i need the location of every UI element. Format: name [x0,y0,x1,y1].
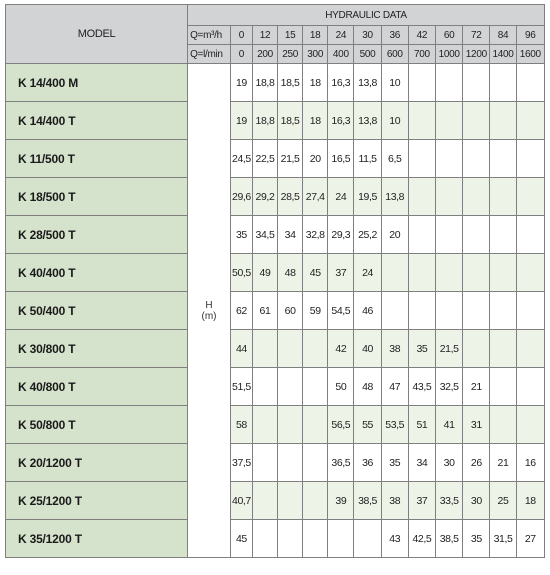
head-value-cell [516,216,544,254]
head-value-cell [278,330,303,368]
head-value-cell: 20 [381,216,408,254]
head-value-cell: 29,3 [328,216,354,254]
head-value-cell: 60 [278,292,303,330]
head-value-cell [516,64,544,102]
head-value-cell: 59 [303,292,328,330]
head-value-cell: 11,5 [354,140,381,178]
head-value-cell: 24 [328,178,354,216]
flow-m3h-cell: 0 [230,26,252,45]
flow-m3h-cell: 60 [436,26,463,45]
model-name: K 50/800 T [6,406,188,444]
head-value-cell [463,140,490,178]
head-value-cell: 53,5 [381,406,408,444]
head-value-cell: 50,5 [230,254,252,292]
head-value-cell: 31 [463,406,490,444]
head-value-cell: 34 [408,444,435,482]
head-value-cell: 62 [230,292,252,330]
head-value-cell: 19,5 [354,178,381,216]
head-value-cell [408,102,435,140]
head-value-cell: 40,7 [230,482,252,520]
head-value-cell: 19 [230,102,252,140]
head-value-cell [252,482,277,520]
head-value-cell [516,140,544,178]
head-value-cell: 18 [303,102,328,140]
head-value-cell: 18,8 [252,102,277,140]
model-name: K 40/400 T [6,254,188,292]
head-value-cell: 34 [278,216,303,254]
flow-m3h-cell: 96 [516,26,544,45]
head-value-cell [303,520,328,558]
head-value-cell: 22,5 [252,140,277,178]
head-value-cell: 56,5 [328,406,354,444]
head-value-cell: 16 [516,444,544,482]
head-value-cell: 18,8 [252,64,277,102]
head-value-cell [516,292,544,330]
flow-lmin-cell: 500 [354,45,381,64]
head-value-cell: 48 [278,254,303,292]
head-value-cell: 41 [436,406,463,444]
head-value-cell: 13,8 [354,102,381,140]
model-name: K 25/1200 T [6,482,188,520]
head-value-cell [490,368,516,406]
table-row [6,330,545,368]
head-value-cell: 40 [354,330,381,368]
head-value-cell [408,216,435,254]
head-value-cell [252,406,277,444]
head-value-cell [490,292,516,330]
head-value-cell [490,406,516,444]
head-value-cell [516,406,544,444]
flow-m3h-cell: 18 [303,26,328,45]
head-value-cell: 38,5 [354,482,381,520]
head-value-cell: 45 [230,520,252,558]
flow-m3h-cell: 24 [328,26,354,45]
flow-lmin-cell: 200 [252,45,277,64]
table-row [6,368,545,406]
head-value-cell [463,254,490,292]
head-value-cell: 25 [490,482,516,520]
head-value-cell: 38,5 [436,520,463,558]
flow-lmin-cell: 1400 [490,45,516,64]
head-value-cell: 51 [408,406,435,444]
model-name: K 50/400 T [6,292,188,330]
head-value-cell: 10 [381,64,408,102]
flow-lmin-cell: 400 [328,45,354,64]
head-value-cell: 27 [516,520,544,558]
table-row [6,216,545,254]
head-value-cell [252,330,277,368]
head-value-cell: 38 [381,330,408,368]
head-value-cell [516,254,544,292]
head-value-cell: 25,2 [354,216,381,254]
head-value-cell [516,330,544,368]
head-value-cell: 28,5 [278,178,303,216]
table-row [6,482,545,520]
flow-lmin-cell: 0 [230,45,252,64]
model-name: K 40/800 T [6,368,188,406]
head-value-cell: 31,5 [490,520,516,558]
head-value-cell [278,406,303,444]
head-value-cell: 21,5 [436,330,463,368]
head-value-cell: 36,5 [328,444,354,482]
head-value-cell [354,520,381,558]
head-value-cell: 39 [328,482,354,520]
performance-table-container [5,4,545,558]
head-label: H [205,299,213,311]
head-value-cell: 20 [303,140,328,178]
head-value-cell: 61 [252,292,277,330]
head-value-cell [490,140,516,178]
head-value-cell: 47 [381,368,408,406]
table-row [6,140,545,178]
head-value-cell: 43 [381,520,408,558]
table-row [6,254,545,292]
table-row [6,178,545,216]
flow-m3h-cell: 30 [354,26,381,45]
hydraulic-data-table [5,4,545,558]
head-value-cell: 13,8 [354,64,381,102]
head-value-cell [408,292,435,330]
head-value-cell: 24,5 [230,140,252,178]
head-value-cell [436,140,463,178]
head-value-cell: 18,5 [278,64,303,102]
head-value-cell: 21 [490,444,516,482]
model-name: K 35/1200 T [6,520,188,558]
flow-lmin-cell: 1000 [436,45,463,64]
q-lmin-label: Q=l/min [188,45,231,64]
head-value-cell [463,330,490,368]
table-row [6,444,545,482]
head-value-cell: 10 [381,102,408,140]
table-row [6,64,545,102]
head-value-cell [490,216,516,254]
flow-lmin-cell: 300 [303,45,328,64]
head-value-cell: 6,5 [381,140,408,178]
head-value-cell: 35 [463,520,490,558]
head-unit-label [188,64,231,558]
head-value-cell [516,368,544,406]
table-row [6,292,545,330]
head-value-cell: 35 [230,216,252,254]
head-value-cell: 24 [354,254,381,292]
head-value-cell [252,368,277,406]
head-value-cell [381,292,408,330]
table-row [6,406,545,444]
head-value-cell [252,444,277,482]
head-value-cell: 30 [463,482,490,520]
head-value-cell [436,292,463,330]
head-value-cell [328,520,354,558]
hydraulic-data-header: HYDRAULIC DATA [188,5,545,26]
head-value-cell [381,254,408,292]
head-value-cell: 18,5 [278,102,303,140]
head-value-cell: 35 [408,330,435,368]
head-value-cell: 37 [408,482,435,520]
head-value-cell [463,64,490,102]
head-value-cell [463,102,490,140]
head-value-cell: 38 [381,482,408,520]
head-value-cell [278,520,303,558]
head-value-cell [278,444,303,482]
model-name: K 30/800 T [6,330,188,368]
model-name: K 20/1200 T [6,444,188,482]
flow-lmin-cell: 1200 [463,45,490,64]
head-value-cell: 16,3 [328,102,354,140]
head-value-cell: 30 [436,444,463,482]
head-value-cell: 27,4 [303,178,328,216]
flow-lmin-cell: 1600 [516,45,544,64]
head-value-cell: 37,5 [230,444,252,482]
model-header: MODEL [6,5,188,64]
head-value-cell: 33,5 [436,482,463,520]
head-value-cell: 26 [463,444,490,482]
head-value-cell [490,330,516,368]
head-value-cell: 29,2 [252,178,277,216]
table-body [6,64,545,558]
flow-lmin-cell: 250 [278,45,303,64]
head-value-cell [278,368,303,406]
head-value-cell: 46 [354,292,381,330]
table-row [6,520,545,558]
head-value-cell: 21 [463,368,490,406]
head-value-cell [436,178,463,216]
head-value-cell: 18 [516,482,544,520]
head-value-cell [303,444,328,482]
head-value-cell [516,102,544,140]
head-value-cell [252,520,277,558]
head-value-cell [490,102,516,140]
head-value-cell [408,178,435,216]
head-value-cell [436,254,463,292]
flow-lmin-cell: 700 [408,45,435,64]
head-value-cell: 36 [354,444,381,482]
head-value-cell [516,178,544,216]
head-value-cell [408,64,435,102]
q-m3h-label: Q=m³/h [188,26,231,45]
head-value-cell [303,330,328,368]
head-value-cell: 45 [303,254,328,292]
flow-m3h-cell: 12 [252,26,277,45]
head-value-cell: 49 [252,254,277,292]
head-value-cell [490,254,516,292]
head-value-cell [436,102,463,140]
model-name: K 28/500 T [6,216,188,254]
flow-lmin-cell: 600 [381,45,408,64]
head-value-cell: 16,5 [328,140,354,178]
head-value-cell: 44 [230,330,252,368]
head-value-cell [490,64,516,102]
head-value-cell: 13,8 [381,178,408,216]
head-value-cell: 50 [328,368,354,406]
head-value-cell: 32,8 [303,216,328,254]
head-value-cell [490,178,516,216]
head-value-cell [436,216,463,254]
flow-m3h-cell: 72 [463,26,490,45]
head-value-cell [303,482,328,520]
head-value-cell: 21,5 [278,140,303,178]
model-name: K 14/400 T [6,102,188,140]
head-value-cell: 37 [328,254,354,292]
table-row [6,102,545,140]
head-value-cell: 34,5 [252,216,277,254]
head-value-cell: 58 [230,406,252,444]
head-value-cell [463,292,490,330]
head-value-cell: 32,5 [436,368,463,406]
head-value-cell [436,64,463,102]
head-value-cell: 51,5 [230,368,252,406]
model-name: K 14/400 M [6,64,188,102]
head-value-cell [303,368,328,406]
head-value-cell [303,406,328,444]
head-value-cell [408,140,435,178]
model-name: K 18/500 T [6,178,188,216]
model-name: K 11/500 T [6,140,188,178]
head-value-cell [408,254,435,292]
head-value-cell: 29,6 [230,178,252,216]
head-value-cell: 43,5 [408,368,435,406]
head-value-cell: 35 [381,444,408,482]
flow-m3h-cell: 84 [490,26,516,45]
head-value-cell [463,216,490,254]
flow-m3h-cell: 15 [278,26,303,45]
head-value-cell: 16,3 [328,64,354,102]
flow-m3h-cell: 42 [408,26,435,45]
head-value-cell [278,482,303,520]
head-value-cell: 42 [328,330,354,368]
head-unit: (m) [201,310,217,322]
head-value-cell: 19 [230,64,252,102]
head-value-cell: 48 [354,368,381,406]
head-value-cell: 18 [303,64,328,102]
head-value-cell: 54,5 [328,292,354,330]
head-value-cell: 42,5 [408,520,435,558]
flow-m3h-cell: 36 [381,26,408,45]
head-value-cell [463,178,490,216]
head-value-cell: 55 [354,406,381,444]
